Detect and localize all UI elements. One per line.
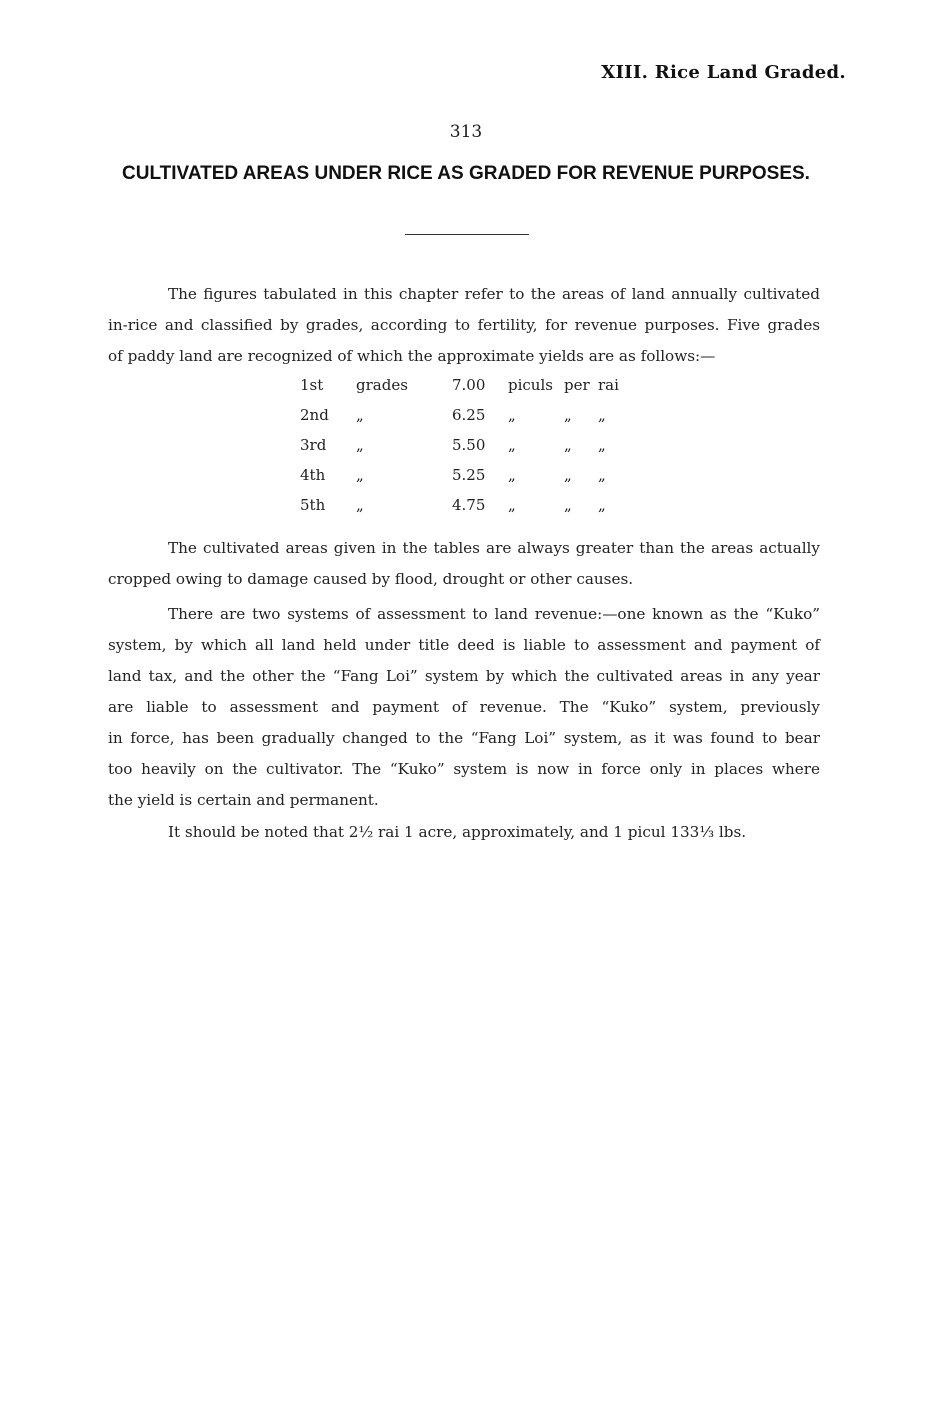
title-divider bbox=[405, 234, 529, 235]
page-number: 313 bbox=[449, 122, 483, 142]
yield-cell: 6.25 bbox=[452, 406, 486, 424]
text-line: in-rice and classified by grades, according to fertility, for revenue purposes. Five grades bbox=[108, 316, 820, 334]
text-line: There are two systems of assessment to land revenue:—one known as the “Kuko” bbox=[168, 605, 820, 623]
text-line: The figures tabulated in this chapter refer to the areas of land annually cultivated bbox=[168, 285, 820, 303]
intro-paragraph bbox=[108, 279, 820, 372]
rai-cell: „ bbox=[598, 406, 606, 424]
text-line: It should be noted that 2½ rai 1 acre, approximately, and 1 picul 133⅓ lbs. bbox=[168, 823, 747, 841]
grade-cell: 4th bbox=[300, 466, 326, 484]
per-cell: per bbox=[564, 376, 590, 394]
text-line: The cultivated areas given in the tables are always greater than the areas actually bbox=[168, 539, 820, 557]
grade-unit-cell: grades bbox=[356, 376, 408, 394]
grade-unit-cell: „ bbox=[356, 436, 364, 454]
yield-cell: 5.25 bbox=[452, 466, 486, 484]
unit-cell: piculs bbox=[508, 376, 553, 394]
per-cell: „ bbox=[564, 496, 572, 514]
per-cell: „ bbox=[564, 406, 572, 424]
yield-row bbox=[300, 466, 640, 496]
text-line: in force, has been gradually changed to the “Fang Loi” system, as it was found to bear bbox=[108, 729, 820, 747]
unit-cell: „ bbox=[508, 406, 516, 424]
text-line: cropped owing to damage caused by flood, drought or other causes. bbox=[108, 570, 634, 588]
yield-row bbox=[300, 406, 640, 436]
unit-cell: „ bbox=[508, 496, 516, 514]
grade-cell: 5th bbox=[300, 496, 326, 514]
yield-row bbox=[300, 436, 640, 466]
rai-cell: „ bbox=[598, 496, 606, 514]
conversion-note-paragraph bbox=[108, 817, 820, 848]
rai-cell: „ bbox=[598, 466, 606, 484]
text-line: system, by which all land held under title deed is liable to assessment and payment of bbox=[108, 636, 820, 654]
yield-cell: 7.00 bbox=[452, 376, 486, 394]
grade-unit-cell: „ bbox=[356, 406, 364, 424]
running-head: XIII. Rice Land Graded. bbox=[601, 62, 846, 83]
yield-cell: 4.75 bbox=[452, 496, 486, 514]
yield-row bbox=[300, 496, 640, 526]
rai-cell: rai bbox=[598, 376, 619, 394]
text-line: are liable to assessment and payment of revenue. The “Kuko” system, previously bbox=[108, 698, 820, 716]
unit-cell: „ bbox=[508, 466, 516, 484]
grade-unit-cell: „ bbox=[356, 466, 364, 484]
per-cell: „ bbox=[564, 436, 572, 454]
unit-cell: „ bbox=[508, 436, 516, 454]
grade-cell: 3rd bbox=[300, 436, 327, 454]
assessment-systems-paragraph bbox=[108, 599, 820, 816]
yield-row bbox=[300, 376, 640, 406]
text-line: the yield is certain and permanent. bbox=[108, 791, 379, 809]
yield-table bbox=[300, 376, 640, 526]
grade-cell: 2nd bbox=[300, 406, 329, 424]
grade-unit-cell: „ bbox=[356, 496, 364, 514]
text-line: of paddy land are recognized of which the approximate yields are as follows:— bbox=[108, 347, 716, 365]
yield-cell: 5.50 bbox=[452, 436, 486, 454]
page-title: CULTIVATED AREAS UNDER RICE AS GRADED FOR REVENUE PURPOSES. bbox=[122, 163, 810, 184]
text-line: too heavily on the cultivator. The “Kuko” system is now in force only in places where bbox=[108, 760, 820, 778]
grade-cell: 1st bbox=[300, 376, 324, 394]
cultivated-areas-paragraph bbox=[108, 533, 820, 595]
per-cell: „ bbox=[564, 466, 572, 484]
rai-cell: „ bbox=[598, 436, 606, 454]
text-line: land tax, and the other the “Fang Loi” system by which the cultivated areas in any year bbox=[108, 667, 820, 685]
